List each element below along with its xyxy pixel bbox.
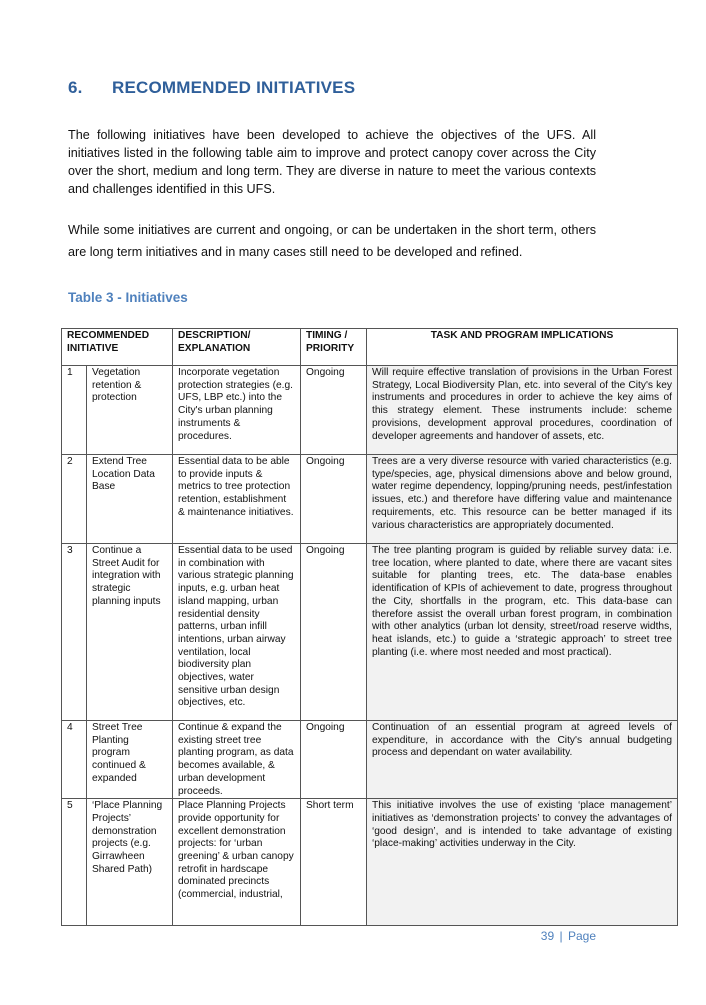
row-initiative: Continue a Street Audit for integration with strategic planning inputs (87, 544, 173, 721)
section-number: 6. (68, 78, 83, 97)
page-footer (541, 929, 596, 943)
header-timing: TIMING / PRIORITY (301, 329, 367, 366)
row-timing: Short term (301, 799, 367, 926)
row-timing: Ongoing (301, 366, 367, 455)
header-description: DESCRIPTION/ EXPLANATION (173, 329, 301, 366)
table-row (62, 544, 678, 721)
header-task: TASK AND PROGRAM IMPLICATIONS (367, 329, 678, 366)
page-label: Page (567, 929, 596, 943)
row-timing: Ongoing (301, 455, 367, 544)
timing-paragraph: While some initiatives are current and ongoing, or can be undertaken in the short term, others are long term initiatives and in many cases still need to be developed and refined. (68, 223, 596, 259)
row-number: 1 (62, 366, 87, 455)
row-initiative: ‘Place Planning Projects’ demonstration projects (e.g. Girrawheen Shared Path) (87, 799, 173, 926)
row-number: 5 (62, 799, 87, 926)
row-initiative: Extend Tree Location Data Base (87, 455, 173, 544)
table-caption: Table 3 - Initiatives (68, 290, 188, 305)
table-row (62, 799, 678, 926)
row-description: Place Planning Projects provide opportunity for excellent demonstration projects: for ‘urban greening’ & urban canopy retrofit in hardscape dominated precincts (commercial, industrial, (173, 799, 301, 926)
row-description: Essential data to be used in combination with various strategic planning inputs, e.g. urban heat island mapping, urban residential density patterns, urban infill intentions, urban airway ventilation, local biodiversity plan objectives, water sensitive urban design objectives, etc. (173, 544, 301, 721)
row-task: This initiative involves the use of existing ‘place management’ initiatives as ‘demonstration projects’ to convey the advantages of ‘good design’, and is intended to take advantage of existing ‘place-making’ activities underway in the City. (367, 799, 678, 926)
row-timing: Ongoing (301, 544, 367, 721)
table-row (62, 721, 678, 799)
row-task: Trees are a very diverse resource with varied characteristics (e.g. type/species, age, physical dimensions above and below ground, water regime dependency, lopping/pruning needs, pest/infestation issues, etc.) and therefore have differing value and maintenance requirements, etc. This resource can be better managed if its various characteristics are appropriately documented. (367, 455, 678, 544)
row-number: 2 (62, 455, 87, 544)
section-heading (68, 78, 355, 98)
row-initiative: Street Tree Planting program continued & expanded (87, 721, 173, 799)
header-initiative: RECOMMENDED INITIATIVE (62, 329, 173, 366)
row-description: Continue & expand the existing street tree planting program, as data becomes available, & urban development proceeds. (173, 721, 301, 799)
row-task: Will require effective translation of provisions in the Urban Forest Strategy, Local Biodiversity Plan, etc. into several of the City's key instruments and procedures in order to achieve the key aims of this strategy element. These instruments include: scheme provisions, development approval procedures, coordination of developer agreements and handover of assets, etc. (367, 366, 678, 455)
row-number: 3 (62, 544, 87, 721)
row-description: Incorporate vegetation protection strategies (e.g. UFS, LBP etc.) into the City's urban planning instruments & procedures. (173, 366, 301, 455)
row-description: Essential data to be able to provide inputs & metrics to tree protection retention, establishment & maintenance initiatives. (173, 455, 301, 544)
row-initiative: Vegetation retention & protection (87, 366, 173, 455)
row-number: 4 (62, 721, 87, 799)
section-title: RECOMMENDED INITIATIVES (112, 78, 356, 97)
intro-paragraph: The following initiatives have been developed to achieve the objectives of the UFS. All initiatives listed in the following table aim to improve and protect canopy cover across the City over the short, medium and long term. They are diverse in nature to meet the various contexts and challenges identified in this UFS. (68, 128, 596, 196)
page-number: 39 (540, 929, 555, 943)
initiatives-table (61, 328, 678, 926)
table-row (62, 455, 678, 544)
row-task: Continuation of an essential program at agreed levels of expenditure, in accordance with the City's annual budgeting process and dependant on water availability. (367, 721, 678, 799)
footer-separator: | (559, 929, 563, 943)
table-header-row (62, 329, 678, 366)
row-timing: Ongoing (301, 721, 367, 799)
table-row (62, 366, 678, 455)
row-task: The tree planting program is guided by reliable survey data: i.e. tree location, where planted to date, where there are vacant sites suitable for planting trees, etc. The data-base enables identification of KPIs of achievement to date, progress throughout the City, shortfalls in the program, etc. This data-base can therefore assist the overall urban forest program, in combination with other analytics (urban lot density, street/road reserve widths, heat islands, etc.) to guide a ‘strategic approach’ to street tree planting (i.e. where most needed and most practical). (367, 544, 678, 721)
